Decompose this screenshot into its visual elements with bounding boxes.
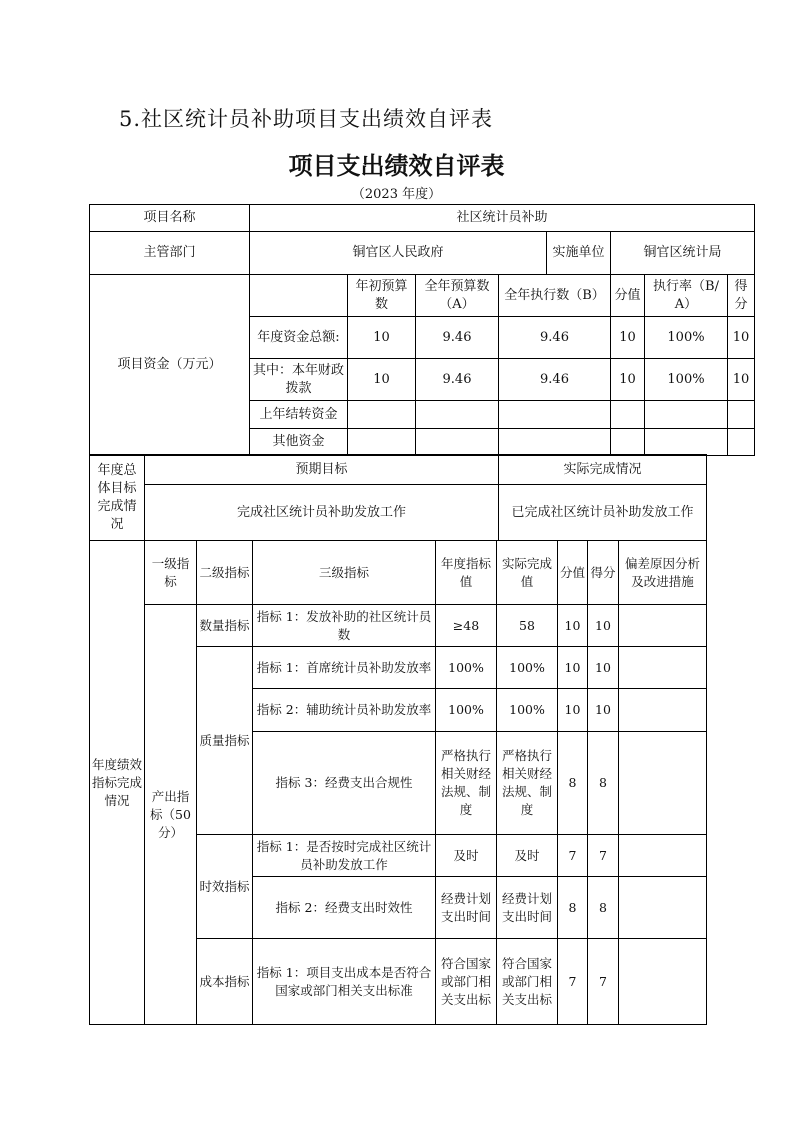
fund-cell [348,429,416,456]
fund-cell: 10 [611,359,645,401]
fund-header: 分值 [611,275,645,317]
fund-cell: 9.46 [499,359,611,401]
fund-header: 全年执行数（B） [499,275,611,317]
fund-cell [348,401,416,429]
fund-cell: 9.46 [499,317,611,359]
fund-cell: 10 [728,317,755,359]
target-value: 严格执行相关财经法规、制度 [436,732,497,835]
score: 8 [558,877,588,939]
perf-header: 年度指标值 [436,541,497,605]
fund-cell [499,429,611,456]
got-score: 7 [588,939,619,1025]
level2-indicator: 质量指标 [197,647,253,835]
perf-header: 三级指标 [253,541,436,605]
actual-value: 符合国家或部门相关支出标 [497,939,558,1025]
target-value: 及时 [436,835,497,877]
fund-cell: 9.46 [416,359,499,401]
fund-label: 项目资金（万元） [90,275,250,456]
perf-header: 分值 [558,541,588,605]
score: 7 [558,835,588,877]
fund-row-label: 上年结转资金 [250,401,348,429]
fund-cell: 10 [728,359,755,401]
deviation-reason [619,647,707,689]
indicator-row [90,605,707,647]
fund-cell: 100% [645,359,728,401]
level3-indicator: 指标 1：是否按时完成社区统计员补助发放工作 [253,835,436,877]
target-value: ≥48 [436,605,497,647]
dept-label: 主管部门 [90,232,250,275]
goal-label: 年度总体目标完成情况 [90,455,145,541]
goal-header-row [90,455,707,485]
deviation-reason [619,939,707,1025]
expected-goal: 完成社区统计员补助发放工作 [145,485,499,541]
project-name-label: 项目名称 [90,205,250,232]
actual-value: 100% [497,647,558,689]
score: 10 [558,605,588,647]
fund-header: 得分 [728,275,755,317]
level3-indicator: 指标 3：经费支出合规性 [253,732,436,835]
level3-indicator: 指标 2：经费支出时效性 [253,877,436,939]
perf-header: 一级指标 [145,541,197,605]
level2-indicator: 数量指标 [197,605,253,647]
perf-label: 年度绩效指标完成情况 [90,541,145,1025]
fund-cell [728,429,755,456]
level3-indicator: 指标 1：发放补助的社区统计员数 [253,605,436,647]
section-heading: 5.社区统计员补助项目支出绩效自评表 [119,107,494,131]
actual-goal: 已完成社区统计员补助发放工作 [499,485,707,541]
fund-cell [645,401,728,429]
page-title: 项目支出绩效自评表 [288,152,505,180]
year-label: （2023 年度） [351,187,442,202]
score: 10 [558,689,588,732]
actual-goal-label: 实际完成情况 [499,455,707,485]
perf-header-row [90,541,707,605]
fund-cell [728,401,755,429]
fund-cell [611,401,645,429]
score: 7 [558,939,588,1025]
fund-header: 年初预算数 [348,275,416,317]
fund-cell: 10 [611,317,645,359]
perf-header: 二级指标 [197,541,253,605]
level3-indicator: 指标 1：项目支出成本是否符合国家或部门相关支出标准 [253,939,436,1025]
fund-cell [416,401,499,429]
project-name-row [90,205,755,232]
dept-value: 铜官区人民政府 [250,232,547,275]
level3-indicator: 指标 2：辅助统计员补助发放率 [253,689,436,732]
annual-goal-table [89,454,707,541]
got-score: 8 [588,732,619,835]
got-score: 8 [588,877,619,939]
fund-header-blank [250,275,348,317]
level3-indicator: 指标 1：首席统计员补助发放率 [253,647,436,689]
perf-header: 偏差原因分析及改进措施 [619,541,707,605]
got-score: 10 [588,605,619,647]
actual-value: 100% [497,689,558,732]
fund-cell: 10 [348,359,416,401]
fund-cell [645,429,728,456]
level2-indicator: 时效指标 [197,835,253,939]
actual-value: 58 [497,605,558,647]
fund-cell [611,429,645,456]
deviation-reason [619,732,707,835]
got-score: 10 [588,647,619,689]
deviation-reason [619,689,707,732]
fund-header: 全年预算数（A） [416,275,499,317]
target-value: 经费计划支出时间 [436,877,497,939]
department-row [90,232,755,275]
fund-cell: 9.46 [416,317,499,359]
fund-cell [499,401,611,429]
deviation-reason [619,605,707,647]
got-score: 7 [588,835,619,877]
actual-value: 及时 [497,835,558,877]
fund-row-label: 其他资金 [250,429,348,456]
project-info-table [89,204,755,456]
expected-goal-label: 预期目标 [145,455,499,485]
deviation-reason [619,877,707,939]
target-value: 符合国家或部门相关支出标 [436,939,497,1025]
fund-header-row [90,275,755,317]
deviation-reason [619,835,707,877]
goal-row [90,485,707,541]
impl-label: 实施单位 [547,232,611,275]
fund-cell: 100% [645,317,728,359]
impl-value: 铜官区统计局 [611,232,755,275]
fund-row-label: 年度资金总额: [250,317,348,359]
performance-table [89,540,707,1025]
score: 10 [558,647,588,689]
target-value: 100% [436,689,497,732]
perf-header: 实际完成值 [497,541,558,605]
fund-cell [416,429,499,456]
score: 8 [558,732,588,835]
perf-header: 得分 [588,541,619,605]
fund-row-label: 其中：本年财政拨款 [250,359,348,401]
project-name-value: 社区统计员补助 [250,205,755,232]
target-value: 100% [436,647,497,689]
actual-value: 经费计划支出时间 [497,877,558,939]
fund-header: 执行率（B/A） [645,275,728,317]
got-score: 10 [588,689,619,732]
actual-value: 严格执行相关财经法规、制度 [497,732,558,835]
level1-indicator: 产出指标（50分） [145,605,197,1025]
level2-indicator: 成本指标 [197,939,253,1025]
fund-cell: 10 [348,317,416,359]
